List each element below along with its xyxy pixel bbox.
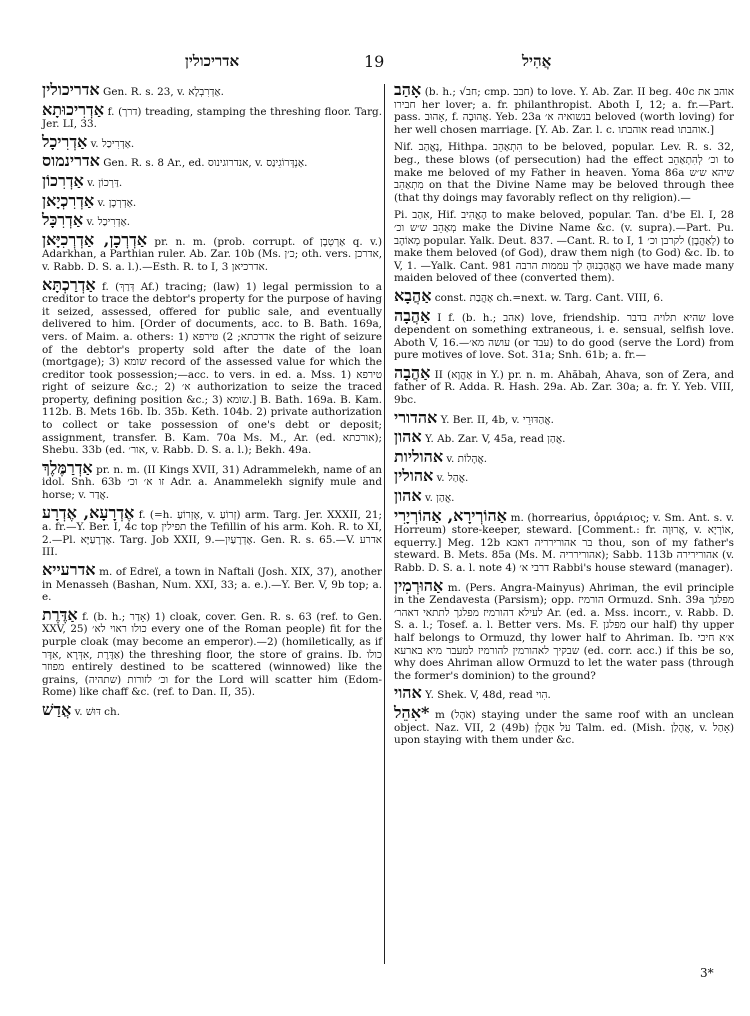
entry-headword: אהון [394, 486, 422, 506]
entry-headword: אַדְרְכָן, אַדְרְכִיָּאן [42, 229, 148, 249]
entry-headword: אַהֲבָה [394, 305, 431, 325]
entry-text: v. דַּרְכוֹן. [87, 176, 123, 189]
entry-text: f. (=h. אֶזְרוֹעַ, v. זְרוֹעַ) arm. Targ. Jer. XXXII, 21; a. fr.—Y. Ber. I, 4c top תפילין the Tefillin of his arm. Koh. R. to XI, 2.—Pl. אֶדְרָעַיָּא. Targ. Job XXII, 9.—אֶדְרָעַיִן. Gen. R. s. 65.—V. אדרע III. [42, 508, 382, 559]
entry-headword: אדרינמוס [42, 151, 100, 171]
entry-headword: אהוליות [394, 446, 444, 466]
dictionary-entry [394, 141, 734, 204]
dictionary-entry [42, 131, 382, 151]
dictionary-entry [394, 505, 735, 575]
entry-text: pr. n. m. (II Kings XVII, 31) Adrammelekh, name of an idol. Snh. 63b זו א׳ וכ׳ Adr. a. Anammelekh signify mule and horse; v. אֲדַר. [42, 463, 383, 502]
entry-text: v. דּוּשׁ ch. [74, 705, 120, 718]
entry-text: Y. Ab. Zar. V, 45a, read אֲהַן. [424, 433, 566, 446]
column-divider [384, 84, 385, 964]
entry-text: v. אֲהָלוֹת. [446, 452, 488, 465]
dictionary-entry [394, 446, 734, 466]
entry-text: v. אַדְרְכָן. [97, 196, 137, 209]
dictionary-entry [42, 604, 383, 699]
dictionary-entry [394, 427, 734, 447]
dictionary-entry [42, 170, 382, 190]
entry-headword: אַדְרַמֶּלֶךְ [42, 457, 93, 477]
entry-headword: אַדְרִיכָל [42, 131, 88, 151]
dictionary-entry [394, 362, 734, 407]
dictionary-entry [42, 99, 382, 131]
entry-text: I f. (b. h.; אהב) love, friendship. שהיא תלויה בדבר love dependent on something extraneous, i. e. sensual, selfish love. Aboth V, 16.—עושה מא׳ (or עבד) to do good (serve the Lord) from pure motives of love. Sot. 31a; Snh. 61b; a. fr.— [394, 311, 734, 362]
entry-headword: אַהֲבָא [394, 285, 432, 305]
dictionary-entry [394, 305, 734, 362]
entry-text: f. (b. h.; אָדַר) 1) cloak, cover. Gen. R. s. 63 (ref. to Gen. XXV, 25) כולו ראוי לא׳ every one of the Roman people) fit for the purple cloak (may become an emperor).—2) (homiletically, as if אַדֶּרֶת ,אִדְּרָא ,אִדָּר) the threshing floor, the store of grains. Ib. כולו מפוזר entirely destined to be scattered (winnowed) like the grains, וכ׳ לזורות (שתהיה) for the Lord will scatter him (Edom-Rome) like chaff &c. (ref. to Dan. II, 35). [42, 610, 383, 699]
entry-headword: אַהוֹרְירָא, אַהוֹרְיָרִי [394, 505, 507, 525]
entry-headword: אַהוּרְמִין [394, 575, 444, 595]
entry-headword: אַדֶּרֶת [42, 604, 78, 624]
dictionary-entry [394, 486, 734, 506]
dictionary-entry [42, 457, 383, 502]
dictionary-entry [42, 210, 382, 230]
dictionary-entry [394, 285, 734, 305]
entry-headword: *אִהֵל [394, 702, 430, 722]
entry-headword: אַדְרִכְיָאן [42, 190, 95, 210]
dictionary-entry [42, 699, 382, 719]
entry-headword: אדרעייא [42, 560, 96, 579]
entry-text: v. אֲהַל. [436, 472, 469, 485]
entry-text: Y. Ber. II, 4b, v. אֲהַדּוּרֵי. [440, 413, 554, 426]
left-column [42, 80, 383, 724]
entry-text: pr. n. m. (prob. corrupt. of אַרְטְבָן q. v.) Adarkhan, a Parthian ruler. Ab. Zar. 10b (Ms. כ׳ן; oth. vers. אדרכן, v. Rabb. D. S. a. l.).—Esth. R. to I, 3 אדרכיאן. [42, 235, 383, 273]
dictionary-entry [42, 560, 382, 604]
entry-headword: אהון [394, 427, 422, 447]
entry-text: f. (דְּרַךְ Af.) tracing; (law) 1) legal permission to a creditor to trace the debtor's property for the purpose of having it seized, assessed, offered for public sale, and eventually delivered to him. [Order of documents, acc. to B. Bath. 169a, vers. of Maim. a. others: 1) אדרכתא; 2) טירפא the right of seizure of the debtor's property sold after the date of the loan (mortgage); 3) שומא record of the assessed value for which the creditor took possession;—acc. to vers. in ed. a. Mss. 1) טירפא right of seizure &c.; 2) א׳ authorization to seize the traced property, defining position &c.; 3) שומא.] B. Bath. 169a. B. Kam. 112b. B. Mets 16b. Ib. 35b. Keth. 104b. 2) private authorization to collect or take possession of one's debt or deposit; assignment, transfer. B. Kam. 70a Ms. M., Ar. (ed. אורכתא); Shebu. 33b (ed. אור׳, v. Rabb. D. S. a. l.); Bekh. 49a. [42, 280, 383, 457]
dictionary-entry [394, 575, 735, 683]
entry-text: f. (דרך) treading, stamping the threshing floor. Targ. Jer. LI, 33. [42, 105, 382, 131]
entry-text: Gen. R. s. 23, v. אַדְרִבְלָא. [103, 86, 224, 98]
entry-headword: אהדורי [394, 407, 438, 427]
entry-headword: אֲדַשׁ [42, 699, 72, 719]
entry-headword: אַדְרִכָּל [42, 210, 84, 230]
entry-text: m. (Pers. Angra-Mainyus) Ahriman, the evil principle in the Zendavesta (Parsism); opp. הורמיז Ormuzd. Snh. 39a מפלגך לעילא דהורמיז מפלגך לתתאי דאהר׳ Ar. (ed. a. Mss. incorr., v. Rabb. D. S. a. l.; Tosef. a. l. Better vers. Ms. F. מפלגן our half) thy upper half belongs to Ormuzd, thy lower half to Ahriman. Ib. א׳א חיכי שבקיך לאהורמין להורמיז למעבר מיא בארעא (ed. corr. acc.) if this be so, why does Ahriman allow Ormuzd to let the water pass (through the former's dominion) to the ground? [394, 581, 735, 682]
entry-text: II (אַהֲוָא in Y.) pr. n. m. Ahăbah, Ahava, son of Zera, and father of R. Adda. R. Hash. 29a. Ab. Zar. 30a; a. fr. Y. Yeb. VIII, 9bc. [394, 368, 734, 407]
entry-headword: אֶדְרָעָא, אֶדְרָע [42, 502, 135, 522]
dictionary-entry [42, 274, 383, 457]
entry-headword: אדריכולין [42, 80, 100, 99]
entry-text: v. אַדְרִיכַל. [90, 137, 135, 150]
entry-headword: אַדְרַכְתָּא [42, 274, 96, 294]
entry-text: const. אַהֲבַת ch.=next. w. Targ. Cant. VIII, 6. [434, 291, 664, 304]
entry-headword: אָהַב [394, 80, 422, 99]
dictionary-entry [394, 209, 734, 285]
dictionary-entry [42, 151, 382, 171]
dictionary-entry [394, 80, 734, 136]
entry-text: (b. h.; √חב; cmp. חבב) to love. Y. Ab. Zar. II beg. 40c אוהב את חבירו her lover; a. fr. philanthropist. Aboth I, 12; a. fr.—Part. pass. אָהוּב, f. אֲהוּבָה. Yeb. 23a בנשואיה א׳ beloved (worth loving) for her well chosen marriage. [Y. Ab. Zar. l. c. אוהבתו read אוהבתו.] [394, 86, 734, 136]
dictionary-entry [42, 502, 382, 559]
entry-text: Nif. נֶאֱהַב, Hithpa. הִתְאַהֵב to be beloved, popular. Lev. R. s. 32, beg., these blows (of persecution) had the effect וכ׳ לְהִתְאַהֵב to make me beloved of my Father in heaven. Yoma 86a שיהא ש׳ש מִתְאַהֵב on that the Divine Name may be beloved through thee (that thy doings may favorably reflect on thy religion).— [394, 141, 735, 204]
dictionary-entry [394, 702, 735, 747]
dictionary-entry [394, 683, 734, 703]
dictionary-entry [42, 190, 382, 210]
dictionary-entry [42, 80, 382, 99]
right-running-head: אֲהִיל [522, 52, 552, 70]
page-number: 19 [364, 52, 385, 71]
entry-text: v. אֲהַן. [424, 492, 455, 505]
right-column [394, 80, 735, 752]
entry-text: m. (horrearius, ὁρριάριος; v. Sm. Ant. s. v. Horreum) store-keeper, steward. [Comment.: fr. אֲרוּוָה, v. אוֹרְיָא, equerry.] Meg. 12b בר אהורירריה דאבא thou, son of my father's steward. B. Mets. 85a (Ms. M. אהורירריה); Sabb. 113b אהורירירה (v. Rabb. D. S. a. l. note 4) דרבי א׳ Rabbi's house steward (manager). [394, 511, 735, 574]
entry-headword: אהוי [394, 683, 422, 703]
entry-text: m (אֹהֶל) staying under the same roof with an unclean object. Naz. VII, 2 (49b) על אִהֲלָן Talm. ed. (Mish. אֲהָלַן, v. אָהַל) upon staying with them under &c. [394, 708, 735, 747]
dictionary-entry [394, 466, 734, 486]
entry-headword: אַדְרִכוֹן [42, 170, 84, 190]
entry-text: Gen. R. s. 8 Ar., ed. אנדרוגינוס, v. אַנְדְּרוֹגִינַס. [103, 157, 308, 170]
left-running-head: אדריכולין [185, 52, 240, 70]
entry-headword: אַהֲבָה [394, 362, 431, 382]
entry-headword: אהולין [394, 466, 434, 486]
dictionary-entry [394, 407, 734, 427]
entry-headword: אַדְרִיכוּתָא [42, 99, 104, 119]
entry-text: Pi. אִהַב, Hif. הֶאֱהִיב to make beloved, popular. Tan. d'be El. I, 28 מְאַהֵב ש׳ש וכ׳ make the Divine Name &c. (v. supra).—Part. Pu. מְאוֹהָב popular. Yalk. Deut. 837. —Cant. R. to I, 1 לְאַהֲבָן) לקרבן וכ׳) to make them beloved (of God), draw them nigh (to God) &c. Ib. to V, 1. —Yalk. Cant. 981 הֶאֱהַבְנוּהָ לך עממות הרבה we have made many maiden beloved of thee (converted them). [394, 209, 735, 285]
signature-mark: 3* [700, 966, 714, 980]
dictionary-entry [42, 229, 383, 274]
entry-text: Y. Shek. V, 48d, read הִוי. [425, 689, 551, 702]
entry-text: v. אַדְרִיכַל. [86, 216, 131, 229]
entry-text: m. of Edreï, a town in Naftali (Josh. XIX, 37), another in Menasseh (Bashan, Num. XXI, 33; a. e.).—Y. Ber. V, 9b top; a. e. [42, 566, 382, 604]
